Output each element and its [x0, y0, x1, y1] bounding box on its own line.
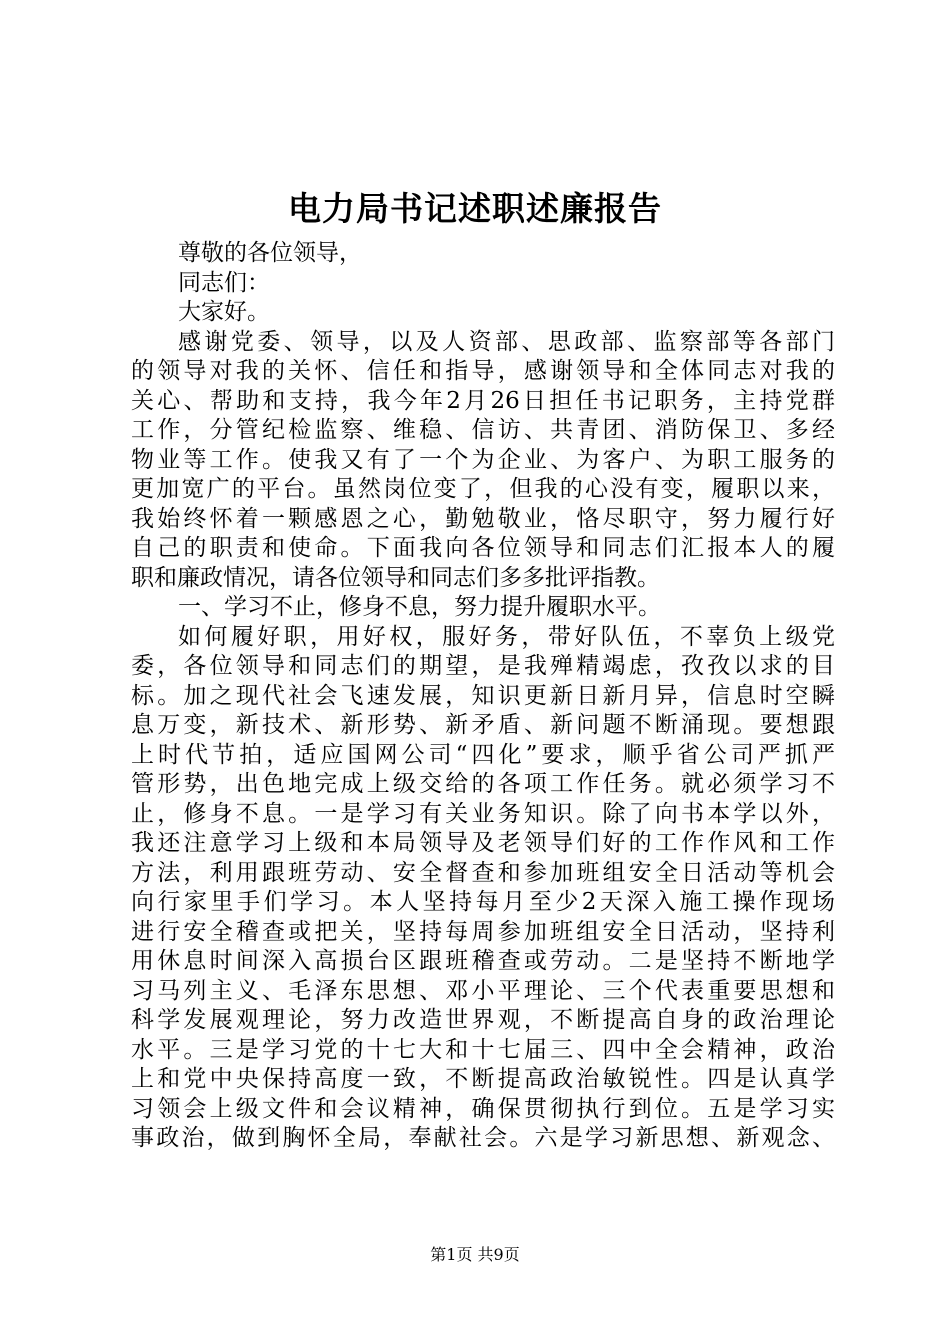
- text-line: 科学发展观理论，努力改造世界观，不断提高自身的政治理论: [131, 1007, 835, 1033]
- document-title: 电力局书记述职述廉报告: [288, 189, 662, 228]
- page-footer: 第1页 共9页: [430, 1245, 520, 1264]
- text-line: 一、学习不止，修身不息，努力提升履职水平。: [178, 594, 661, 620]
- text-line: 水平。三是学习党的十七大和十七届三、四中全会精神，政治: [131, 1036, 835, 1063]
- text-line: 用休息时间深入高损台区跟班稽查或劳动。二是坚持不断地学: [131, 948, 835, 974]
- text-line: 自己的职责和使命。下面我向各位领导和同志们汇报本人的履: [131, 535, 835, 561]
- text-line: 感谢党委、领导，以及人资部、思政部、监察部等各部门: [178, 328, 835, 355]
- text-line: 方法，利用跟班劳动、安全督查和参加班组安全日活动等机会: [131, 859, 835, 886]
- text-line: 物业等工作。使我又有了一个为企业、为客户、为职工服务的: [131, 446, 835, 473]
- text-line: 如何履好职，用好权，服好务，带好队伍，不辜负上级党: [178, 623, 835, 650]
- document-body: [131, 239, 835, 1154]
- text-line: 尊敬的各位领导，: [178, 240, 362, 266]
- text-line: 息万变，新技术、新形势、新矛盾、新问题不断涌现。要想跟: [131, 712, 835, 738]
- text-line: 向行家里手们学习。本人坚持每月至少2天深入施工操作现场: [131, 889, 835, 915]
- text-line: 职和廉政情况，请各位领导和同志们多多批评指教。: [131, 564, 660, 591]
- text-line: 习马列主义、毛泽东思想、邓小平理论、三个代表重要思想和: [131, 977, 835, 1004]
- text-line: 事政治，做到胸怀全局，奉献社会。六是学习新思想、新观念、: [131, 1125, 835, 1151]
- text-line: 进行安全稽查或把关，坚持每周参加班组安全日活动，坚持利: [131, 918, 835, 945]
- text-line: 我还注意学习上级和本局领导及老领导们好的工作作风和工作: [131, 830, 835, 856]
- text-line: 标。加之现代社会飞速发展，知识更新日新月异，信息时空瞬: [131, 682, 835, 709]
- text-line: 止，修身不息。一是学习有关业务知识。除了向书本学以外，: [131, 800, 835, 827]
- text-line: 上时代节拍，适应国网公司“四化”要求，顺乎省公司严抓严: [131, 741, 835, 768]
- text-line: 上和党中央保持高度一致，不断提高政治敏锐性。四是认真学: [131, 1066, 835, 1092]
- text-line: 大家好。: [178, 299, 270, 325]
- text-line: 管形势，出色地完成上级交给的各项工作任务。就必须学习不: [131, 771, 835, 797]
- text-line: 关心、帮助和支持，我今年2月26日担任书记职务，主持党群: [131, 387, 835, 414]
- text-line: 委，各位领导和同志们的期望，是我殚精竭虑，孜孜以求的目: [131, 653, 835, 679]
- text-line: 更加宽广的平台。虽然岗位变了，但我的心没有变，履职以来，: [131, 476, 835, 502]
- text-line: 我始终怀着一颗感恩之心，勤勉敬业，恪尽职守，努力履行好: [131, 505, 835, 532]
- text-line: 的领导对我的关怀、信任和指导，感谢领导和全体同志对我的: [131, 358, 835, 384]
- text-line: 习领会上级文件和会议精神，确保贯彻执行到位。五是学习实: [131, 1095, 835, 1122]
- text-line: 工作，分管纪检监察、维稳、信访、共青团、消防保卫、多经: [131, 417, 835, 443]
- text-line: 同志们：: [178, 269, 270, 296]
